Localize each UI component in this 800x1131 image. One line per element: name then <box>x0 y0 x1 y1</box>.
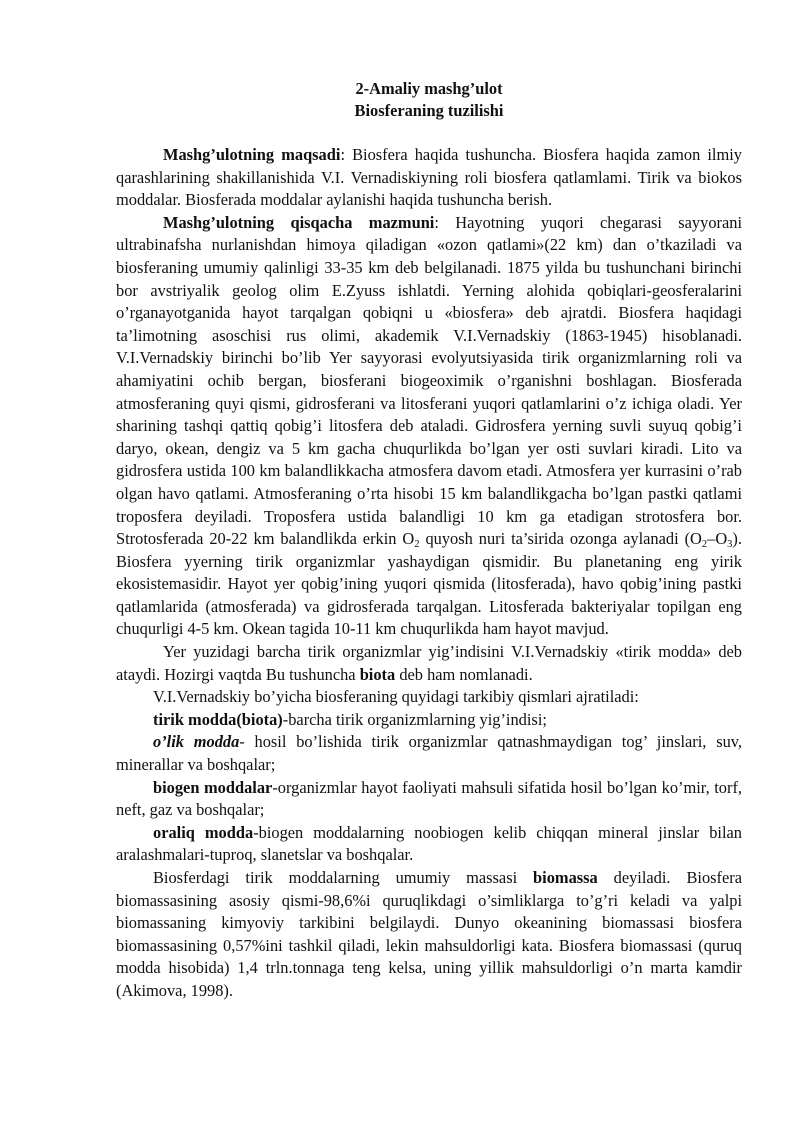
dead-substance-text: - hosil bo’lishida tirik organizmlar qatnashmaydigan tog’ jinslari, suv, minerallar va boshqalar; <box>116 732 742 775</box>
biogenic-substance-text: -organizmlar hayot faoliyati mahsuli sifatida hosil bo’lgan ko’mir, torf, neft, gaz va boshqalar; <box>116 777 742 820</box>
content-text-a: : Hayotning yuqori chegarasi sayyorani ultrabinafsha nurlanishdan himoya qiladigan «ozon qatlami»(22 km) dan o’tkaziladi va biosferaning umumiy qalinligi 33-35 km deb belgilanadi. 1875 yilda bu tushunchani birinchi bor avstriyalik geolog olim E.Zyuss ishlatdi. Yerning alohida qobiqlari-geosferalarini o’rganayotganida hayot tarqalgan qobiqni u «biosfera» deb ajratdi. Biosfera haqidagi ta’limotning asoschisi rus olimi, akademik V.I.Vernadskiy (1863-1945) hisoblanadi. V.I.Vernadskiy birinchi bo’lib Yer sayyorasi evolyutsiyasida tirik organizmlarning roli va ahamiyatini ochib bergan, biosferani biogeoximik o’rganishni boshlagan. Biosferada atmosferaning quyi qismi, gidrosferani va litosferani yuqori qatlamlarini o’z ichiga oladi. Yer sharining tashqi qattiq qobig’i litosfera deb ataladi. Gidrosfera yerning suvli suyuq qobig’i daryo, okean, dengiz va 5 km gacha chuqurlikda bo’lgan yer osti suvlari kiradi. Lito va gidrosfera ustida 100 km balandlikkacha atmosfera davom etadi. Atmosfera yer kurrasini o’rab olgan havo qatlami. Atmosferaning o’rta hisobi 15 km balandlikgacha bo’lgan pastki qatlami troposfera deyiladi. Troposfera ustida balandligi 10 km ga etadigan strotosfera bor. Strotosferada 20-22 km balandlikda erkin O <box>116 212 742 549</box>
biota-term: biota <box>359 664 396 684</box>
content-label: Mashg’ulotning qisqacha mazmuni <box>163 212 435 232</box>
biomass-term: biomassa <box>533 868 598 887</box>
paragraph-biogenic-substance <box>116 777 742 822</box>
biogenic-substance-label: biogen moddalar <box>153 777 273 797</box>
living-matter-text-b: deb ham nomlanadi. <box>395 664 533 684</box>
biomass-text-b: deyiladi. Biosfera biomassasining asosiy qismi-98,6%i quruqlikdagi o’simliklarga to’g’ri keladi va yalpi biomassaning kimyoviy tarkibini belgilaydi. Dunyo okeanining biomassasi biosfera biomassasining 0,57%ini tashkil qiladi, lekin mahsuldorligi kata. Biosfera biomassasi (quruq modda hisobida) 1,4 trln.tonnaga teng kelsa, uning yillik mahsuldorligi o’n marta kamdir (Akimova, 1998). <box>116 868 742 1000</box>
document-title: 2-Amaliy mashg’ulot <box>355 79 503 98</box>
paragraph-content <box>116 212 742 641</box>
living-substance-text: -barcha tirik organizmlarning yig’indisi; <box>282 709 547 729</box>
goal-label: Mashg’ulotning maqsadi <box>163 145 341 164</box>
intermediate-substance-label: oraliq modda <box>153 822 254 842</box>
subscript-o2-second: 2 <box>701 539 708 551</box>
content-text-b: quyosh nuri ta’sirida ozonga aylanadi (O <box>419 529 702 549</box>
intermediate-substance-text: -biogen moddalarning noobiogen kelib chiqqan mineral jinslar bilan aralashmalari-tuproq, slanetslar va boshqalar. <box>116 822 743 865</box>
paragraph-components-intro <box>116 686 742 709</box>
living-matter-text-a: Yer yuzidagi barcha tirik organizmlar yig’indisini V.I.Vernadskiy «tirik modda» deb ataydi. Hozirgi vaqtda Bu tushuncha <box>116 642 742 684</box>
biomass-text-a: Biosferdagi tirik moddalarning umumiy massasi <box>153 868 534 887</box>
content-text-c: –O <box>707 529 728 549</box>
living-substance-label: tirik modda(biota) <box>153 709 283 729</box>
paragraph-goal <box>116 144 742 212</box>
subscript-o3: 3 <box>727 539 733 551</box>
title-block <box>116 78 742 122</box>
paragraph-living-matter <box>116 641 742 686</box>
document-page <box>116 78 742 1003</box>
subscript-o2-first: 2 <box>414 539 420 551</box>
paragraph-biomass <box>116 867 742 1003</box>
components-intro-text: V.I.Vernadskiy bo’yicha biosferaning quyidagi tarkibiy qismlari ajratiladi: <box>153 687 639 707</box>
paragraph-dead-substance <box>116 731 742 776</box>
document-subtitle: Biosferaning tuzilishi <box>354 101 504 120</box>
content-text-d: ). Biosfera yyerning tirik organizmlar yashaydigan qismidir. Bu planetaning eng yirik ekosistemasidir. Hayot yer qobig’ining yuqori qismida (litosferada), havo qobig’ining pastki qatlamlarida (atmosferada) va gidrosferada tarqalgan. Litosferada bakteriyalar topilgan eng chuqurligi 4-5 km. Okean tagida 10-11 km chuqurlikda ham hayot mavjud. <box>116 529 742 639</box>
goal-text: : Biosfera haqida tushuncha. Biosfera haqida zamon ilmiy qarashlarining shakillanishida V.I. Vernadiskiyning roli biosfera qatlamlami. Tirik va biokos moddalar. Biosferada moddalar aylanishi haqida tushuncha berish. <box>116 145 742 210</box>
paragraph-living-substance <box>116 709 742 732</box>
dead-substance-label: o’lik modda <box>153 732 240 752</box>
paragraph-intermediate-substance <box>116 822 742 867</box>
